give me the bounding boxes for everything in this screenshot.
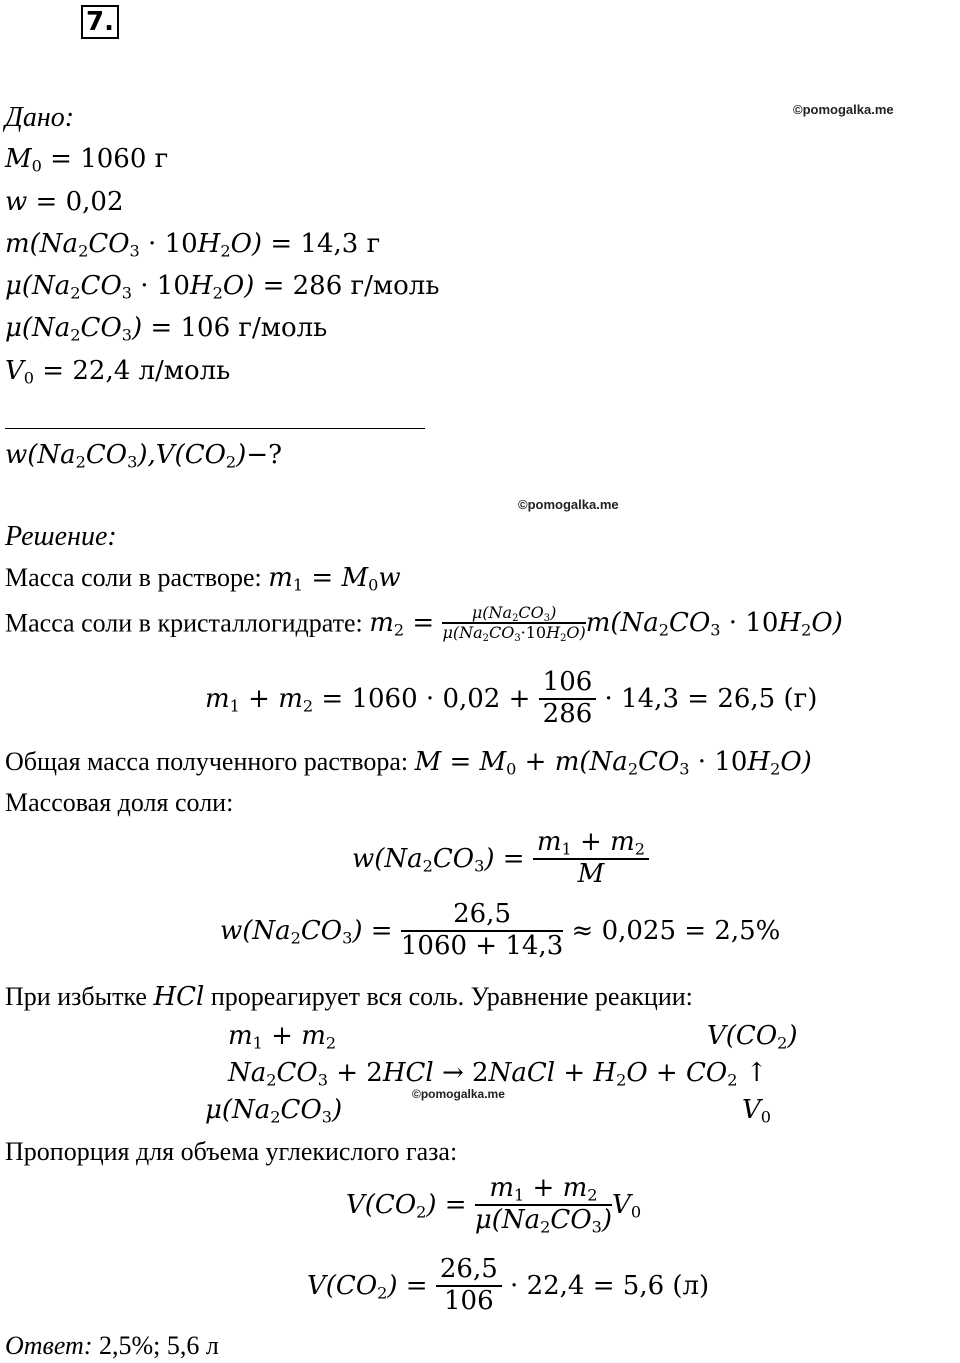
watermark: ©pomogalka.me — [518, 497, 619, 512]
watermark: ©pomogalka.me — [793, 102, 894, 117]
wfrac-formula: $w(Na_2CO_3)$ = $\frac{m_1 + m_2}{M}$ — [352, 828, 649, 890]
watermark: ©pomogalka.me — [412, 1087, 505, 1101]
given-mu-cryst: $\mu(Na_2CO_3 \cdot 10H_2O) = 286$ г/моль — [5, 271, 440, 303]
reaction-equation: $Na_2CO_3 + 2HCl$ → 2NaCl + $H_2O + CO_2$ ↑ — [228, 1058, 768, 1090]
solution-label: Решение: — [5, 521, 117, 552]
reaction-below-co2: $V_0$ — [742, 1095, 772, 1127]
given-label: Дано: — [5, 102, 75, 133]
solution-line3: Общая масса полученного раствора: $M = M_0 + m(Na_2CO_3 \cdot 10H_2O)$ — [5, 747, 812, 779]
given-divider — [5, 428, 425, 429]
given-V0: $V_0 = 22,4$ л/моль — [5, 356, 231, 388]
given-m-cryst: $m(Na_2CO_3 \cdot 10H_2O) = 14,3$ г — [5, 229, 381, 261]
reaction-above-salt: $m_1 + m_2$ — [228, 1021, 337, 1053]
answer: Ответ: 2,5%; 5,6 л — [5, 1331, 219, 1360]
solution-line1: Масса соли в растворе: $m_1 = M_0w$ — [5, 563, 401, 595]
given-w: w = 0,02 — [5, 187, 124, 217]
reaction-above-co2: $V(CO_2)$ — [707, 1021, 798, 1053]
solution-line4: Массовая доля соли: — [5, 788, 234, 817]
sum-equation: $m_1 + m_2 = 1060 \cdot 0,02$ + $\frac{106}{286}$ · 14,3 = 26,5 (г) — [205, 667, 818, 729]
vfrac-numeric: $V(CO_2)$ = $\frac{26,5}{106}$ · 22,4 = 5,6 (л) — [307, 1254, 710, 1316]
vfrac-formula: $V(CO_2)$ = $\frac{m_1 + m_2}{\mu(Na_2CO_3)}$ $V_0$ — [346, 1173, 642, 1237]
given-mu-salt: $\mu(Na_2CO_3) = 106$ г/моль — [5, 313, 328, 345]
solution-line5: При избытке HCl прореагирует вся соль. Уравнение реакции: — [5, 982, 693, 1012]
reaction-below-salt: $\mu(Na_2CO_3)$ — [205, 1095, 343, 1127]
problem-number: 7. — [81, 5, 119, 39]
given-M0: $M_0 = 1060$ г — [5, 144, 169, 176]
question: $w(Na_2CO_3),V(CO_2)-$? — [5, 440, 283, 472]
solution-line6: Пропорция для объема углекислого газа: — [5, 1137, 458, 1166]
wfrac-numeric: $w(Na_2CO_3)$ = $\frac{26,5}{1060 + 14,3}$ ≈ 0,025 = 2,5% — [220, 899, 781, 961]
solution-line2: Масса соли в кристаллогидрате: $m_2$ = $\frac{\mu(Na_2CO_3)}{\mu(Na_2CO_3\cdot 10H_2O)}$ $m(Na_2CO_3 \cdot 10H_2O)$ — [5, 603, 843, 645]
